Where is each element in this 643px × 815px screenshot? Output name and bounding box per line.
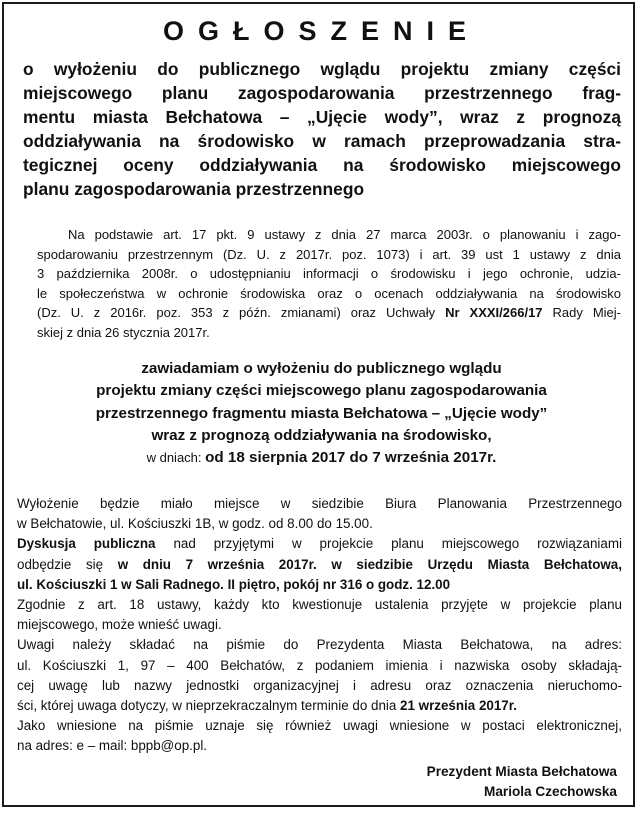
body-text: odbędzie się: [17, 556, 118, 572]
legal-line-text: (Dz. U. z 2016r. poz. 353 z późn. zmianami) oraz Uchwały: [37, 305, 446, 321]
resolution-number: Nr XXXI/266/17: [445, 305, 543, 321]
notice-dates: od 18 sierpnia 2017 do 7 września 2017r.: [205, 449, 497, 467]
legal-line: 3 października 2008r. o udostępnianiu informacji o środowisku i jego ochronie, udzia-: [37, 266, 621, 282]
legal-line-text: Rady Miej-: [542, 305, 621, 321]
legal-line: le społeczeństwa w ochronie środowiska oraz o ocenach oddziaływania na środowisko: [37, 285, 621, 301]
body-line: cej uwagę lub nazwy jednostki organizacyjnej i adresu oraz oznaczenia nieruchomo-: [17, 677, 622, 693]
notice-dates-line: [0, 447, 643, 469]
signature-name: Mariola Czechowska: [484, 783, 617, 799]
subtitle-line: miejscowego planu zagospodarowania przestrzennego frag-: [23, 83, 621, 103]
notice-line: przestrzennego fragmentu miasta Bełchatowa – „Ujęcie wody”: [95, 404, 548, 422]
body-line: [17, 534, 622, 554]
page-title: OGŁOSZENIE: [162, 16, 481, 46]
announcement-subtitle: [23, 57, 621, 201]
signature-block: [427, 762, 617, 801]
notice-line: zawiadamiam o wyłożeniu do publicznego wglądu: [141, 360, 502, 377]
notice-dates-prefix: w dniach:: [146, 450, 206, 466]
body-text: nad przyjętymi w projekcie planu miejscowego rozwiązaniami: [155, 536, 622, 552]
subtitle-line: tegicznej oceny oddziaływania na środowisko miejscowego: [23, 155, 621, 175]
body-line: Jako wniesione na piśmie uznaje się również uwagi wniesione w postaci elektronicznej,: [17, 718, 622, 734]
legal-line: [37, 303, 621, 323]
body-line: Uwagi należy składać na piśmie do Prezydenta Miasta Bełchatowa, na adres:: [17, 637, 622, 653]
legal-line: skiej z dnia 26 stycznia 2017r.: [37, 324, 210, 340]
subtitle-line: oddziaływania na środowisko w ramach przeprowadzania stra-: [23, 131, 621, 151]
notice-block: [0, 358, 643, 469]
email-line: na adres: e – mail: bppb@op.pl.: [17, 738, 208, 754]
subtitle-line: planu zagospodarowania przestrzennego: [23, 179, 365, 199]
public-discussion-label: Dyskusja publiczna: [17, 536, 156, 552]
body-line: [17, 555, 622, 575]
body-line: Wyłożenie będzie miało miejsce w siedzibie Biura Planowania Przestrzennego: [17, 496, 622, 511]
body-line: ul. Kościuszki 1, 97 – 400 Bełchatów, z podaniem imienia i nazwiska osoby składają-: [17, 657, 622, 673]
notice-line: projektu zmiany części miejscowego planu zagospodarowania: [96, 382, 547, 400]
subtitle-line: o wyłożeniu do publicznego wglądu projektu zmiany części: [23, 59, 621, 79]
body-text: ści, której uwaga dotyczy, w nieprzekraczalnym terminie do dnia: [17, 698, 401, 714]
body-line: w Bełchatowie, ul. Kościuszki 1B, w godz. od 8.00 do 15.00.: [17, 516, 373, 532]
legal-line: Na podstawie art. 17 pkt. 9 ustawy z dnia 27 marca 2003r. o planowaniu i zago-: [68, 227, 621, 242]
body-line: miejscowego, może wnieść uwagi.: [17, 617, 222, 633]
announcement-body: [17, 494, 622, 757]
body-line: [17, 696, 622, 716]
signature-title: Prezydent Miasta Bełchatowa: [426, 764, 617, 779]
legal-line: spodarowaniu przestrzennym (Dz. U. z 2017r. poz. 1073) i art. 39 ust 1 ustawy z dnia: [37, 246, 621, 262]
discussion-address: ul. Kościuszki 1 w Sali Radnego. II piętro, pokój nr 316 o godz. 12.00: [17, 576, 451, 592]
deadline-date: 21 września 2017r.: [400, 698, 517, 714]
subtitle-line: mentu miasta Bełchatowa – „Ujęcie wody”, wraz z prognozą: [23, 107, 621, 127]
legal-basis-paragraph: [37, 225, 621, 343]
discussion-date-place: w dniu 7 września 2017r. w siedzibie Urzędu Miasta Bełchatowa,: [117, 556, 622, 572]
notice-line: wraz z prognozą oddziaływania na środowisko,: [151, 426, 492, 444]
body-line: Zgodnie z art. 18 ustawy, każdy kto kwestionuje ustalenia przyjęte w projekcie planu: [17, 597, 622, 613]
